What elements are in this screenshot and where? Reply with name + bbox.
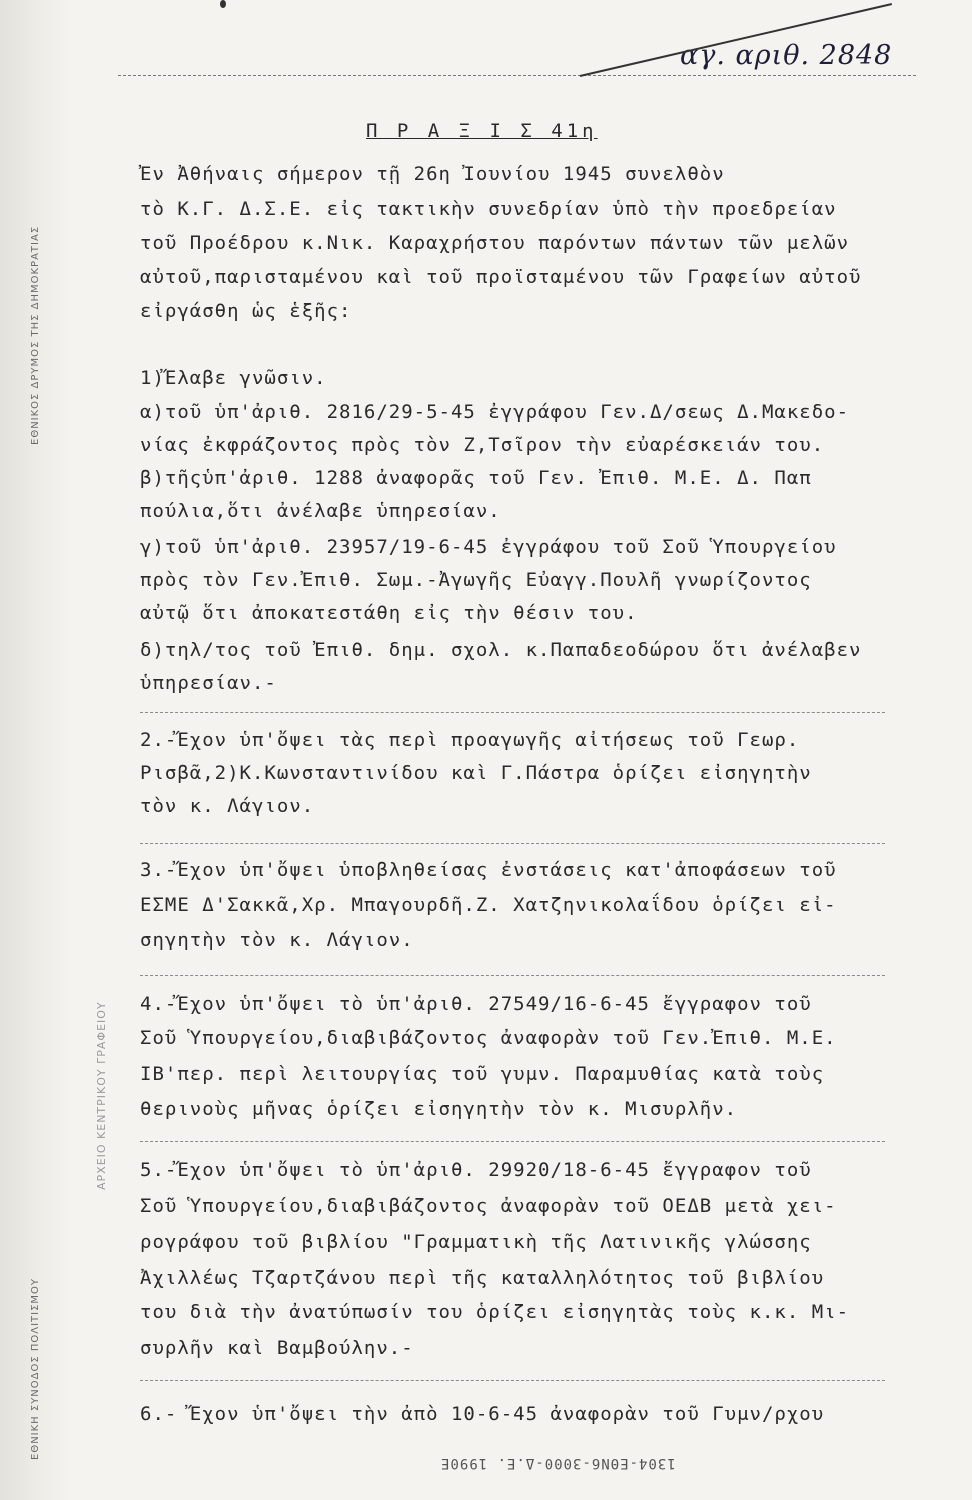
body-line: Ρισβᾶ,2)Κ.Κωνσταντινίδου καὶ Γ.Πάστρα ὁρίζει εἰσηγητὴν [140,762,812,784]
body-line: αὐτοῦ,παρισταμένου καὶ τοῦ προϊσταμένου τῶν Γραφείων αὐτοῦ [140,266,862,288]
body-line: ΕΣΜΕ Δ'Σακκᾶ,Χρ. Μπαγουρδῆ.Ζ. Χατζηνικολαΐδου ὁρίζει εἰ- [140,894,837,916]
body-line: α)τοῦ ὑπ'ἀριθ. 2816/29-5-45 ἐγγράφου Γεν.Δ/σεως Δ.Μακεδο- [140,401,850,423]
body-line: ὑπηρεσίαν.- [140,672,277,694]
body-line: ρογράφου τοῦ βιβλίου "Γραμματικὴ τῆς Λατινικῆς γλώσσης [140,1231,812,1253]
spine-label-bottom: ΕΘΝΙΚΗ ΣΥΝΟΔΟΣ ΠΟΛΙΤΙΣΜΟΥ [30,1277,41,1460]
section-separator [140,1141,885,1142]
body-line: δ)τηλ/τος τοῦ Ἐπιθ. δημ. σχολ. κ.Παπαδεοδώρου ὅτι ἀνέλαβεν [140,639,862,661]
body-line: αὐτῷ ὅτι ἀποκατεστάθη εἰς τὴν θέσιν του. [140,602,638,624]
section-separator [140,712,885,713]
body-line: 5.-Ἔχον ὑπ'ὄψει τὸ ὑπ'ἀριθ. 29920/18-6-45 ἔγγραφον τοῦ [140,1159,812,1181]
body-line: γ)τοῦ ὑπ'ἀριθ. 23957/19-6-45 ἐγγράφου τοῦ Σοῦ Ὑπουργείου [140,536,837,558]
body-line: 2.-Ἔχον ὑπ'ὄψει τὰς περὶ προαγωγῆς αἰτήσεως τοῦ Γεωρ. [140,729,800,751]
top-rule [118,75,916,76]
section-separator [140,1380,885,1381]
body-line: Σοῦ Ὑπουργείου,διαβιβάζοντος ἀναφορὰν τοῦ ΟΕΔΒ μετὰ χει- [140,1195,837,1217]
binding-margin [0,0,70,1500]
spine-label-top: ΕΘΝΙΚΟΣ ΔΡΥΜΟΣ ΤΗΣ ΔΗΜΟΚΡΑΤΙΑΣ [30,225,41,445]
body-line: εἰργάσθη ὡς ἑξῆς: [140,300,352,322]
body-line: πούλια,ὅτι ἀνέλαβε ὑπηρεσίαν. [140,500,501,522]
body-line: του διὰ τὴν ἀνατύπωσίν του ὁρίζει εἰσηγητὰς τοὺς κ.κ. Μι- [140,1301,850,1323]
body-line: β)τῆςὑπ'ἀριθ. 1288 ἀναφορᾶς τοῦ Γεν. Ἐπιθ. Μ.Ε. Δ. Παπ [140,467,812,489]
body-line: ΙΒ'περ. περὶ λειτουργίας τοῦ γυμν. Παραμυθίας κατὰ τοὺς [140,1063,825,1085]
section-heading: 1)Ἔλαβε γνῶσιν. [140,367,327,389]
body-line: Ἐν Ἀθήναις σήμερον τῇ 26η Ἰουνίου 1945 συνελθὸν [140,163,725,185]
print-code: 1304-ΕΘΝ6-3000-Δ.Ε. 1990Ε [440,1455,676,1471]
body-line: θερινοὺς μῆνας ὁρίζει εἰσηγητὴν τὸν κ. Μισυρλῆν. [140,1098,738,1120]
section-separator [140,975,885,976]
body-line: σηγητὴν τὸν κ. Λάγιον. [140,929,414,951]
section-separator [140,843,885,844]
body-line: νίας ἐκφράζοντος πρὸς τὸν Ζ,Τσῖρον τὴν εὐαρέσκειάν του. [140,434,825,456]
document-title: Π Ρ Α Ξ Ι Σ 41η [366,120,598,142]
body-line: 3.-Ἔχον ὑπ'ὄψει ὑποβληθείσας ἐνστάσεις κατ'ἀποφάσεων τοῦ [140,859,837,881]
body-line: τὸ Κ.Γ. Δ.Σ.Ε. εἰς τακτικὴν συνεδρίαν ὑπὸ τὴν προεδρείαν [140,198,837,220]
body-line: τὸν κ. Λάγιον. [140,795,315,817]
punch-mark [220,0,226,8]
body-line: 4.-Ἔχον ὑπ'ὄψει τὸ ὑπ'ἀριθ. 27549/16-6-45 ἔγγραφον τοῦ [140,993,812,1015]
body-line: συρλῆν καὶ Βαμβούλην.- [140,1337,414,1359]
body-line: Ἀχιλλέως Τζαρτζάνου περὶ τῆς καταλληλότητος τοῦ βιβλίου [140,1267,825,1289]
margin-stamp: ΑΡΧΕΙΟ ΚΕΝΤΡΙΚΟΥ ΓΡΑΦΕΙΟΥ [95,1001,108,1190]
body-line: πρὸς τὸν Γεν.Ἐπιθ. Σωμ.-Ἀγωγῆς Εὐαγγ.Πουλῆ γνωρίζοντος [140,569,812,591]
body-line: 6.- Ἔχον ὑπ'ὄψει τὴν ἀπὸ 10-6-45 ἀναφορὰν τοῦ Γυμν/ρχου [140,1403,825,1425]
handwritten-note: αγ. αριθ. 2848 [680,40,893,71]
body-line: Σοῦ Ὑπουργείου,διαβιβάζοντος ἀναφορὰν τοῦ Γεν.Ἐπιθ. Μ.Ε. [140,1027,837,1049]
body-line: τοῦ Προέδρου κ.Νικ. Καραχρήστου παρόντων πάντων τῶν μελῶν [140,232,850,254]
